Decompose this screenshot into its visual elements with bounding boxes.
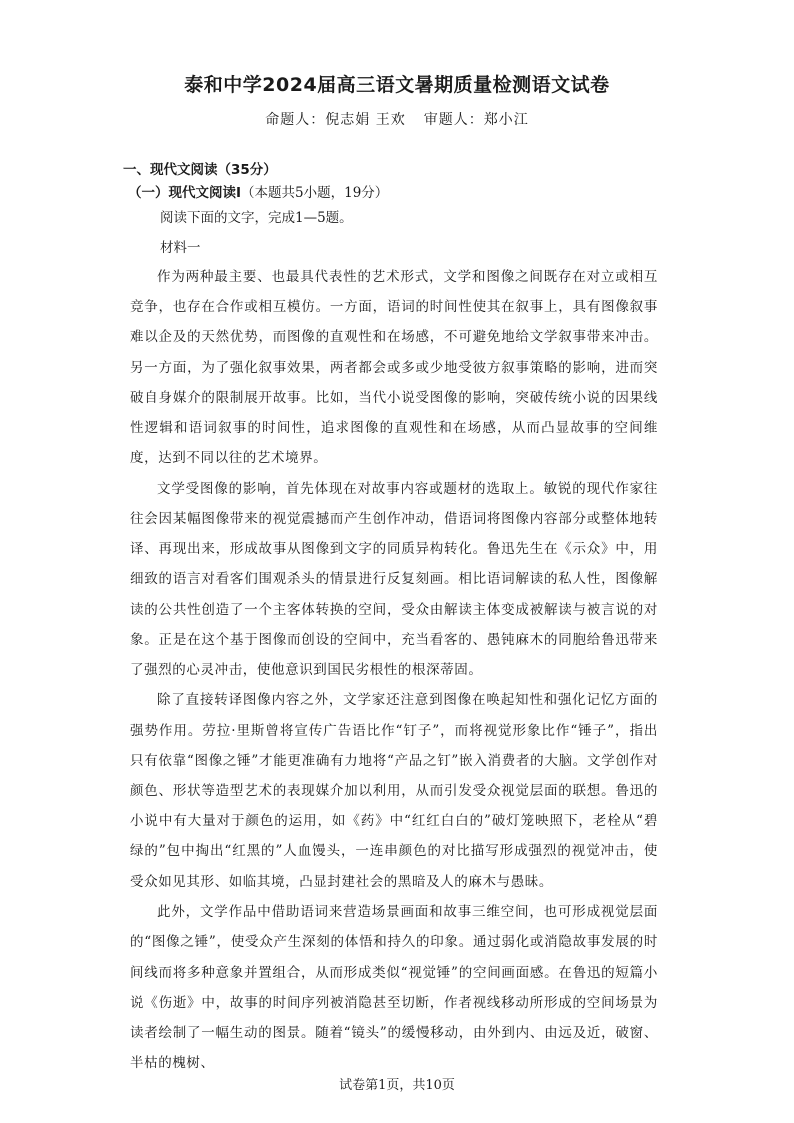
paragraph: 除了直接转译图像内容之外，文学家还注意到图像在唤起知性和强化记忆方面的强势作用。劳拉·里斯曾将宣传广告语比作“钉子”，而将视觉形象比作“锤子”，指出只有依靠“图像之锤”才能更准确有力地将“产品之钉”嵌入消费者的大脑。文学创作对颜色、形状等造型艺术的表现媒介加以利用，从而引发受众视觉层面的联想。鲁迅的小说中有大量对于颜色的运用，如《药》中“红红白白的”破灯笼映照下，老栓从“碧绿的”包中掏出“红黑的”人血馒头，一连串颜色的对比描写形成强烈的视觉冲击，使受众如见其形、如临其境，凸显封建社会的黑暗及人的麻木与愚昧。 bbox=[130, 692, 658, 890]
page-footer: 试卷第1页，共10页 bbox=[339, 1078, 455, 1093]
sub-heading-text: （一）现代文阅读Ⅰ bbox=[128, 185, 242, 201]
paragraph: 作为两种最主要、也最具代表性的艺术形式，文学和图像之间既存在对立或相互竞争，也存在合作或相互模仿。一方面，语词的时间性使其在叙事上，具有图像叙事难以企及的天然优势，而图像的直观性和在场感，不可避免地给文学叙事带来冲击。另一方面，为了强化叙事效果，两者都会或多或少地受彼方叙事策略的影响，进而突破自身媒介的限制展开故事。比如，当代小说受图像的影响，突破传统小说的因果线性逻辑和语词叙事的时间性，追求图像的直观性和在场感，从而凸显故事的空间维度，达到不同以往的艺术境界。 bbox=[130, 269, 658, 467]
material-label: 材料一 bbox=[160, 240, 201, 256]
paragraph: 文学受图像的影响，首先体现在对故事内容或题材的选取上。敏锐的现代作家往往会因某幅图像带来的视觉震撼而产生创作冲动，借语词将图像内容部分或整体地转译、再现出来，形成故事从图像到文字的同质异构转化。鲁迅先生在《示众》中，用细致的语言对看客们围观杀头的情景进行反复刻画。相比语词解读的私人性，图像解读的公共性创造了一个主客体转换的空间，受众由解读主体变成被解读与被言说的对象。正是在这个基于图像而创设的空间中，充当看客的、愚钝麻木的同胞给鲁迅带来了强烈的心灵冲击，使他意识到国民劣根性的根深蒂固。 bbox=[130, 480, 658, 678]
sub-section-heading bbox=[128, 181, 388, 201]
passage-body bbox=[130, 262, 658, 1079]
instruction: 阅读下面的文字，完成1—5题。 bbox=[160, 210, 353, 226]
exam-title: 泰和中学2024届高三语文暑期质量检测语文试卷 bbox=[184, 74, 610, 96]
setter-label: 命题人：倪志娟 王欢 bbox=[265, 112, 406, 128]
sub-heading-note: （本题共5小题，19分） bbox=[241, 185, 389, 201]
paragraph: 此外，文学作品中借助语词来营造场景画面和故事三维空间，也可形成视觉层面的“图像之锤”，使受众产生深刻的体悟和持久的印象。通过弱化或消隐故事发展的时间线而将多种意象并置组合，从而形成类似“视觉锤”的空间画面感。在鲁迅的短篇小说《伤逝》中，故事的时间序列被消隐甚至切断，作者视线移动所形成的空间场景为读者绘制了一幅生动的图景。随着“镜头”的缓慢移动，由外到内、由远及近，破窗、半枯的槐树、 bbox=[130, 904, 658, 1072]
reviewer-label: 审题人：郑小江 bbox=[423, 112, 529, 128]
section-heading: 一、现代文阅读（35分） bbox=[123, 162, 277, 178]
author-line bbox=[0, 109, 794, 129]
